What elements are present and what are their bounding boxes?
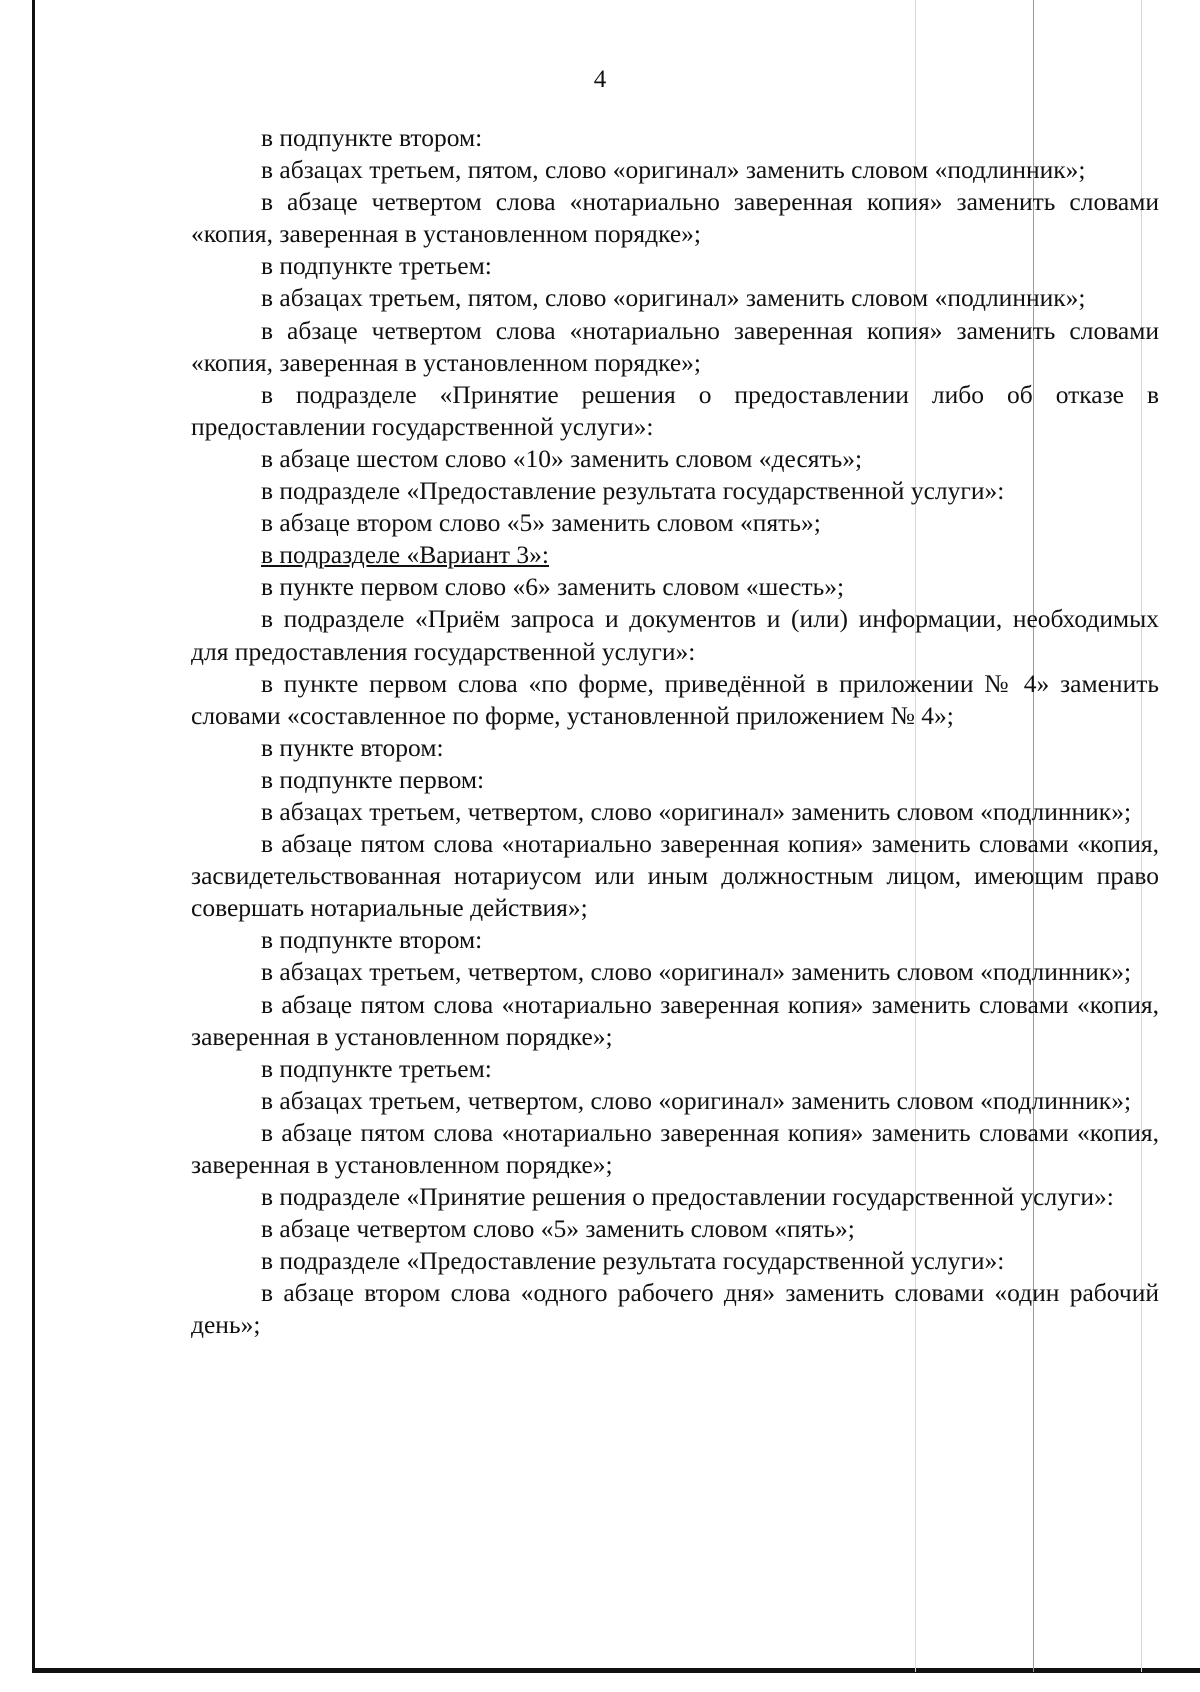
paragraph: в абзаце втором слово «5» заменить словом «пять»;: [261, 508, 821, 538]
paragraph: в подразделе «Предоставление результата государственной услуги»:: [261, 476, 1005, 506]
paragraph: в абзацах третьем, четвертом, слово «оригинал» заменить словом «подлинник»;: [261, 957, 1132, 987]
paragraph: в подпункте третьем:: [261, 251, 492, 281]
paragraph: в абзаце четвертом слова «нотариально заверенная копия» заменить словами «копия, заверенная в установленном порядке»;: [191, 315, 1159, 377]
paragraph: в подпункте втором:: [261, 123, 483, 152]
paragraph: в абзаце пятом слова «нотариально заверенная копия» заменить словами «копия, засвидетельствованная нотариусом или иным должностным лицом, имеющим право совершать нотариальные действия»;: [191, 829, 1159, 923]
paragraph: в подразделе «Предоставление результата государственной услуги»:: [261, 1246, 1005, 1276]
paragraph: в абзацах третьем, четвертом, слово «оригинал» заменить словом «подлинник»;: [261, 796, 1132, 826]
paragraph: в абзаце шестом слово «10» заменить словом «десять»;: [261, 443, 863, 473]
page-left-border: [32, 0, 35, 1672]
paragraph: в подпункте первом:: [261, 764, 485, 794]
paragraph: в абзацах третьем, пятом, слово «оригинал» заменить словом «подлинник»;: [261, 155, 1086, 185]
paragraph: в пункте первом слово «6» заменить словом «шесть»;: [261, 572, 845, 602]
paragraph: в абзаце пятом слова «нотариально заверенная копия» заменить словами «копия, заверенная в установленном порядке»;: [191, 989, 1159, 1051]
paragraph: в абзаце втором слова «одного рабочего дня» заменить словами «один рабочий день»;: [191, 1278, 1159, 1340]
underlined-heading: в подразделе «Вариант 3»:: [261, 540, 549, 570]
paragraph: в абзаце четвертом слова «нотариально заверенная копия» заменить словами «копия, заверенная в установленном порядке»;: [191, 187, 1159, 249]
paragraph: в абзацах третьем, четвертом, слово «оригинал» заменить словом «подлинник»;: [261, 1085, 1132, 1115]
paragraph: в абзаце пятом слова «нотариально заверенная копия» заменить словами «копия, заверенная в установленном порядке»;: [191, 1117, 1159, 1179]
paragraph: в подразделе «Приём запроса и документов и (или) информации, необходимых для предоставления государственной услуги»:: [191, 604, 1159, 666]
paragraph: [191, 539, 1159, 571]
paragraph: в абзацах третьем, пятом, слово «оригинал» заменить словом «подлинник»;: [261, 283, 1086, 313]
paragraph: в подпункте втором:: [261, 925, 483, 955]
paragraph: в подразделе «Принятие решения о предоставлении государственной услуги»:: [261, 1182, 1114, 1212]
paragraph: в подпункте третьем:: [261, 1053, 492, 1083]
paragraph: в пункте первом слова «по форме, приведённой в приложении № 4» заменить словами «составленное по форме, установленной приложением № 4»;: [191, 668, 1159, 730]
paragraph: в абзаце четвертом слово «5» заменить словом «пять»;: [261, 1214, 855, 1244]
paragraph: в пункте втором:: [261, 732, 444, 762]
page-number: 4: [593, 66, 607, 93]
paragraph: в подразделе «Принятие решения о предоставлении либо об отказе в предоставлении государственной услуги»:: [191, 379, 1159, 441]
page-bottom-border: [32, 1668, 1200, 1673]
document-body: [191, 122, 1159, 1342]
